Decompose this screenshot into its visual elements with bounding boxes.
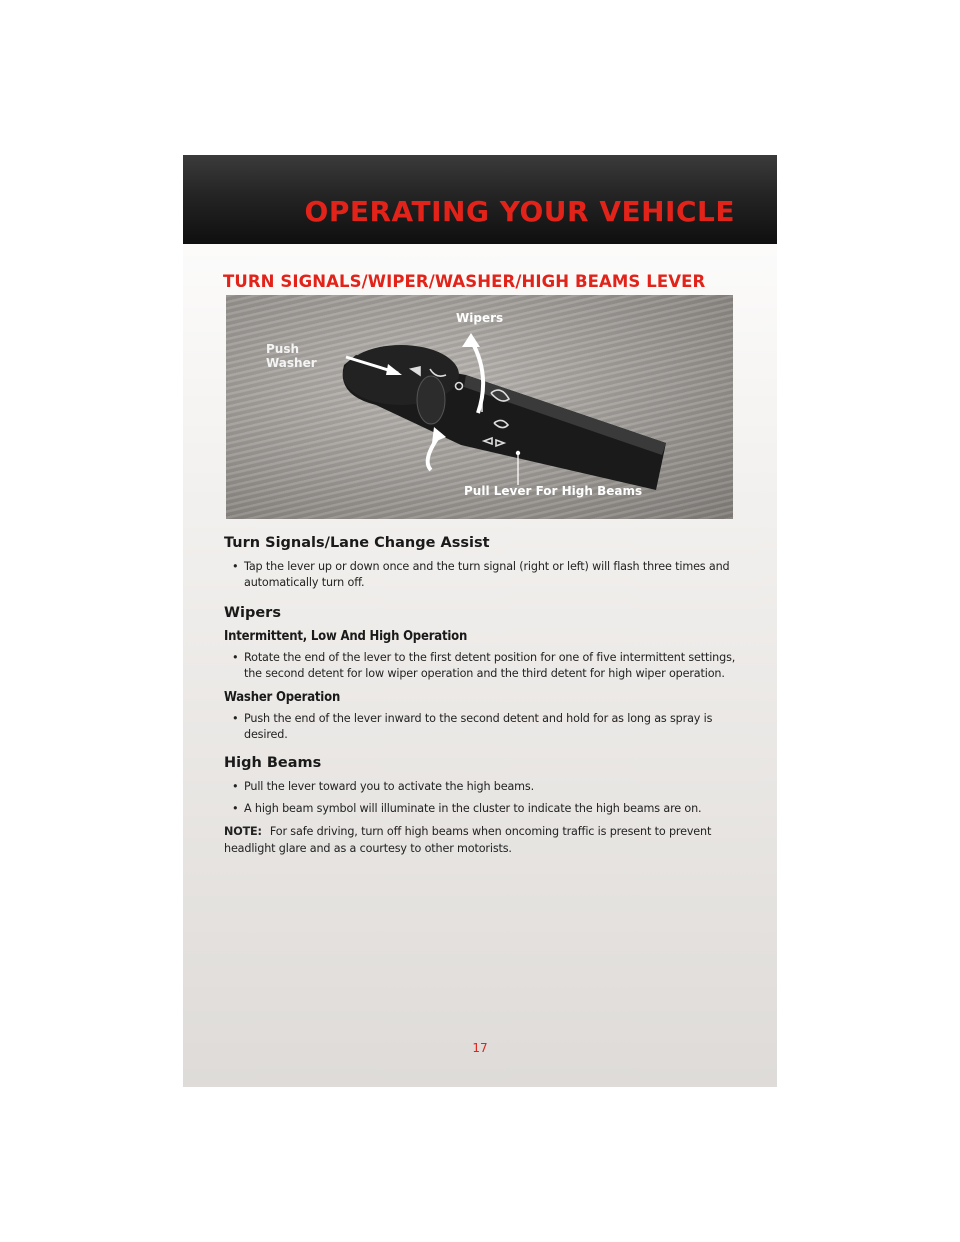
- wipers-section: [224, 605, 742, 743]
- list-item: • A high beam symbol will illuminate in the cluster to indicate the high beams are on.: [232, 802, 702, 815]
- section-title: TURN SIGNALS/WIPER/WASHER/HIGH BEAMS LEVER: [223, 272, 706, 291]
- list-item-text: Rotate the end of the lever to the first detent position for one of five intermittent settings, the second detent for low wiper operation and the third detent for high wiper operation.: [244, 651, 736, 680]
- push-washer-callout: Push Washer: [266, 342, 317, 370]
- list-item-text: A high beam symbol will illuminate in the cluster to indicate the high beams are on.: [244, 802, 702, 815]
- turn-signals-section: [224, 535, 742, 591]
- list-item: • Push the end of the lever inward to the second detent and hold for as long as spray is desired.: [232, 712, 713, 741]
- note: [224, 823, 742, 857]
- manual-page: [183, 155, 777, 1087]
- list-item: • Tap the lever up or down once and the turn signal (right or left) will flash three times and automatically turn off.: [232, 560, 730, 589]
- intermittent-heading: Intermittent, Low And High Operation: [224, 629, 468, 644]
- list-item-text: Push the end of the lever inward to the second detent and hold for as long as spray is desired.: [244, 712, 713, 741]
- lever-end-face: [417, 376, 445, 424]
- list-item-text: Tap the lever up or down once and the turn signal (right or left) will flash three times and automatically turn off.: [244, 560, 730, 589]
- page-header: [183, 155, 777, 244]
- lever-photo: [226, 295, 733, 519]
- header-title: OPERATING YOUR VEHICLE: [304, 195, 735, 228]
- list-item: • Pull the lever toward you to activate the high beams.: [232, 780, 535, 793]
- wipers-heading: Wipers: [224, 605, 281, 621]
- list-item: • Rotate the end of the lever to the first detent position for one of five intermittent settings, the second detent for low wiper operation and the third detent for high wiper operation.: [232, 651, 736, 680]
- wipers-rotation-head-icon: [462, 333, 480, 347]
- content: [224, 535, 742, 857]
- high-beams-heading: High Beams: [224, 755, 322, 771]
- wipers-callout: Wipers: [456, 311, 504, 325]
- list-item-text: Pull the lever toward you to activate the high beams.: [244, 780, 535, 793]
- note-text: For safe driving, turn off high beams when oncoming traffic is present to prevent headlight glare and as a courtesy to other motorists.: [224, 825, 712, 855]
- high-beams-callout: Pull Lever For High Beams: [464, 484, 643, 498]
- high-beams-section: [224, 755, 742, 817]
- washer-heading: Washer Operation: [224, 690, 341, 705]
- page-number: 17: [472, 1041, 488, 1055]
- high-beam-leader-dot: [516, 451, 520, 455]
- turn-signals-heading: Turn Signals/Lane Change Assist: [224, 535, 490, 551]
- note-label: NOTE:: [224, 825, 262, 838]
